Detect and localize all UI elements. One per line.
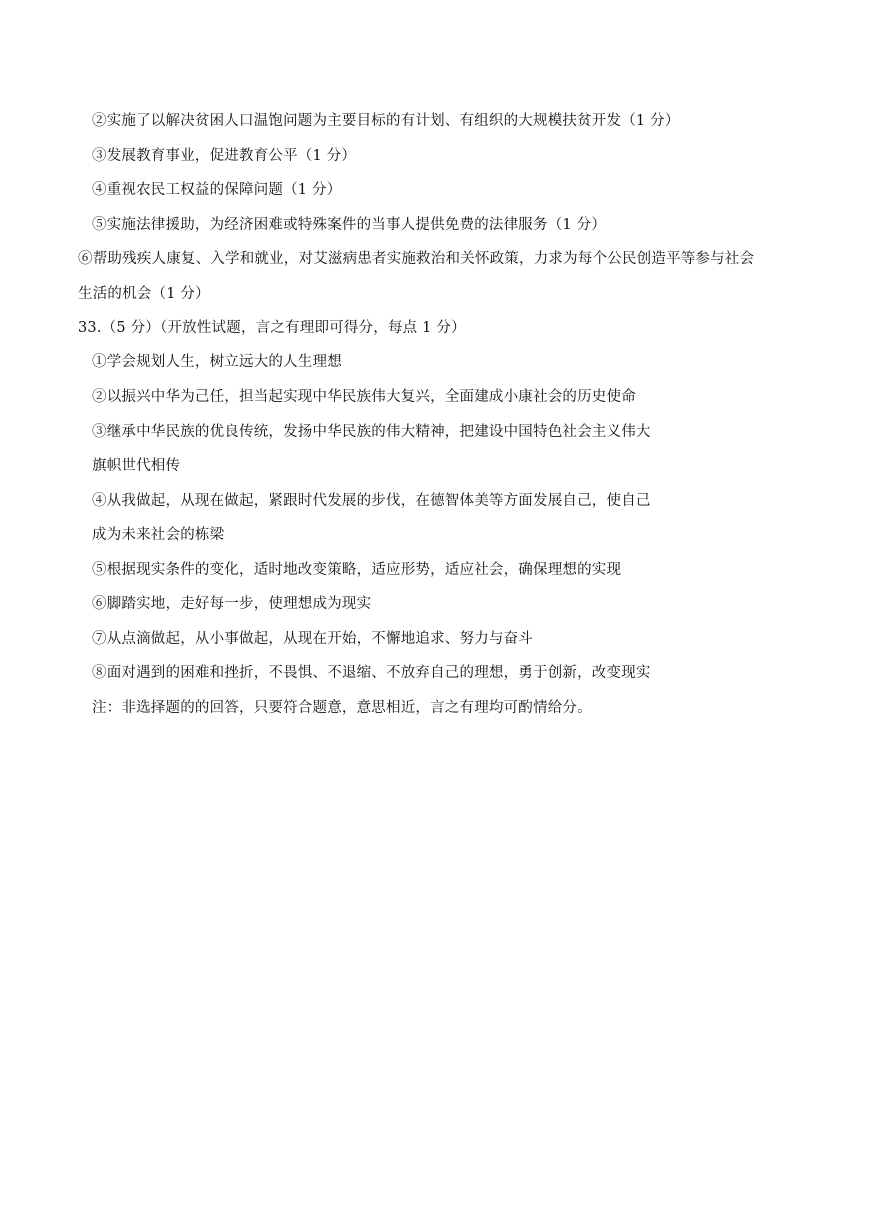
answer-line: ④重视农民工权益的保障问题（1 分） bbox=[92, 182, 342, 198]
answer-line: ③继承中华民族的优良传统，发扬中华民族的伟大精神，把建设中国特色社会主义伟大 bbox=[92, 424, 651, 440]
question-33-header: 33.（5 分）（开放性试题，言之有理即可得分，每点 1 分） bbox=[78, 320, 466, 336]
answer-line: ⑦从点滴做起，从小事做起，从现在开始，不懈地追求、努力与奋斗 bbox=[92, 631, 533, 647]
answer-line: ⑥帮助残疾人康复、入学和就业，对艾滋病患者实施救治和关怀政策，力求为每个公民创造平等参与社会 bbox=[78, 251, 755, 267]
answer-line: ⑤根据现实条件的变化，适时地改变策略，适应形势，适应社会，确保理想的实现 bbox=[92, 562, 622, 578]
answer-line: ②以振兴中华为己任，担当起实现中华民族伟大复兴，全面建成小康社会的历史使命 bbox=[92, 389, 636, 405]
grading-note: 注：非选择题的的回答，只要符合题意，意思相近，言之有理均可酌情给分。 bbox=[92, 700, 592, 716]
answer-line-continuation: 生活的机会（1 分） bbox=[78, 286, 210, 302]
answer-line: ⑤实施法律援助，为经济困难或特殊案件的当事人提供免费的法律服务（1 分） bbox=[92, 217, 607, 233]
answer-line: ⑧面对遇到的困难和挫折，不畏惧、不退缩、不放弃自己的理想，勇于创新，改变现实 bbox=[92, 665, 651, 681]
answer-line: ③发展教育事业，促进教育公平（1 分） bbox=[92, 148, 357, 164]
answer-line-continuation: 成为未来社会的栋梁 bbox=[92, 527, 225, 543]
answer-line: ④从我做起，从现在做起，紧跟时代发展的步伐，在德智体美等方面发展自己，使自己 bbox=[92, 493, 651, 509]
answer-line: ②实施了以解决贫困人口温饱问题为主要目标的有计划、有组织的大规模扶贫开发（1 分） bbox=[92, 113, 680, 129]
answer-line: ①学会规划人生，树立远大的人生理想 bbox=[92, 354, 342, 370]
answer-line: ⑥脚踏实地，走好每一步，使理想成为现实 bbox=[92, 596, 372, 612]
answer-line-continuation: 旗帜世代相传 bbox=[92, 458, 181, 474]
